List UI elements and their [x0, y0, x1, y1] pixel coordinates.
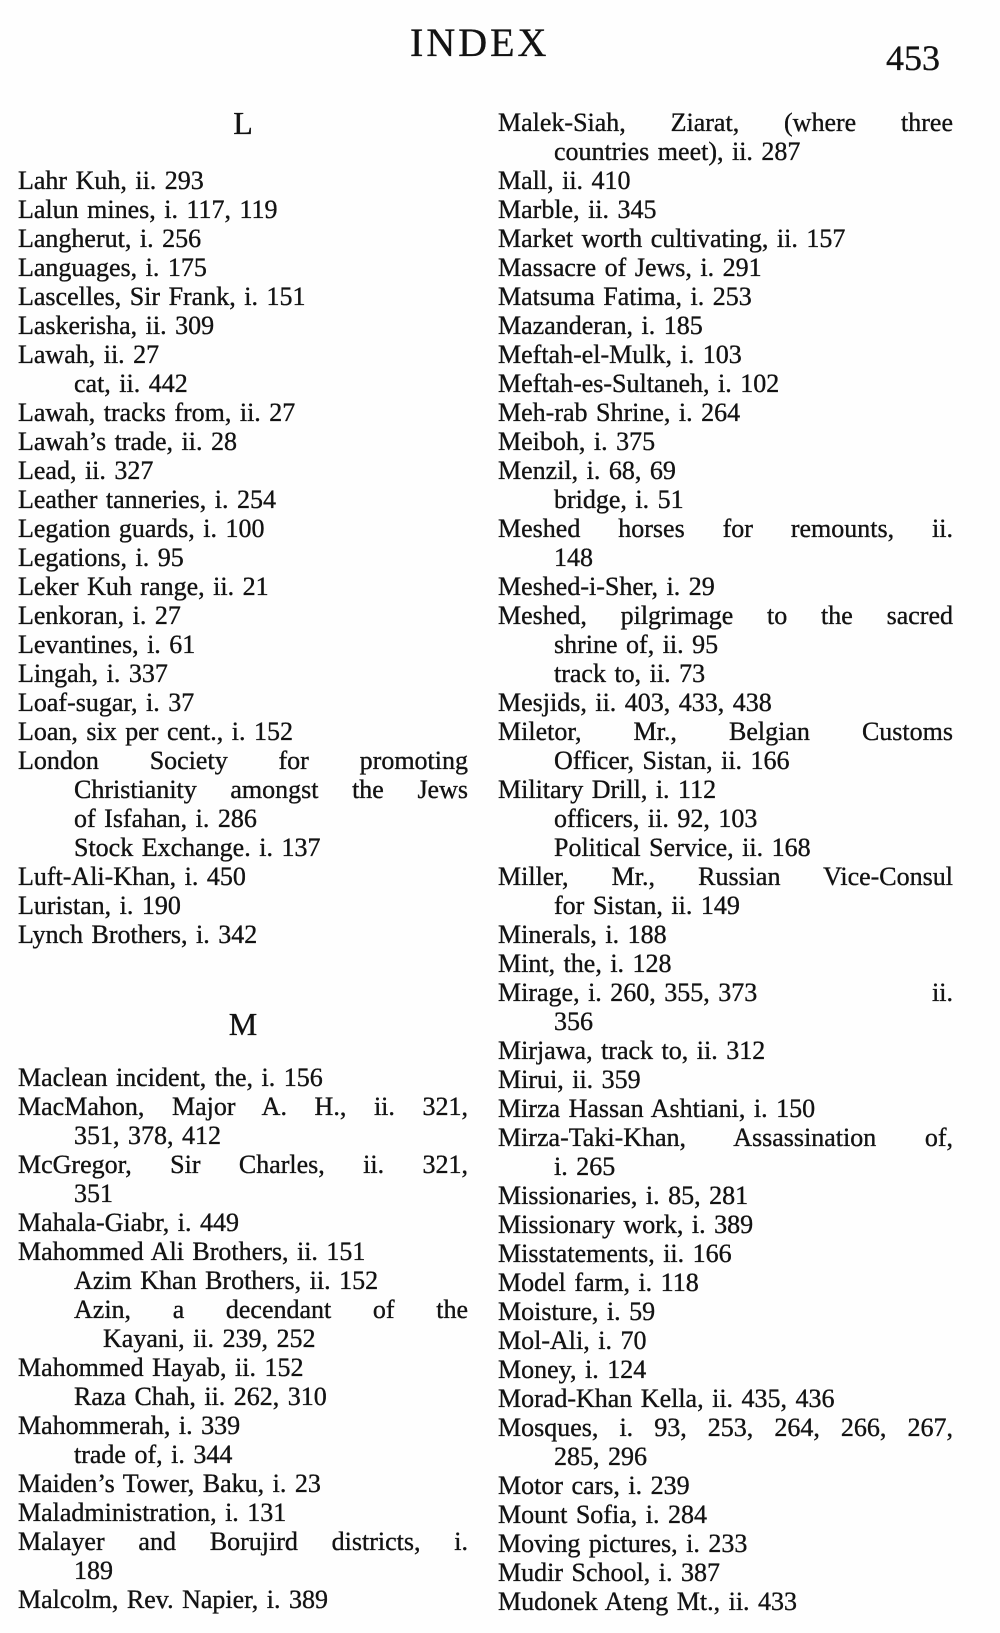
index-entry-line: Mirza-Taki-Khan, Assassination of, — [498, 1123, 953, 1152]
index-entry-line: Leker Kuh range, ii. 21 — [18, 572, 269, 601]
index-entry-line: Motor cars, i. 239 — [498, 1471, 690, 1500]
index-entry-line: bridge, i. 51 — [554, 485, 684, 514]
index-entry-line: Luristan, i. 190 — [18, 891, 181, 920]
index-entry-line: Massacre of Jews, i. 291 — [498, 253, 762, 282]
index-entry-line: Lahr Kuh, ii. 293 — [18, 166, 204, 195]
index-entry-line: Lead, ii. 327 — [18, 456, 154, 485]
index-entry-line: shrine of, ii. 95 — [554, 630, 719, 659]
index-entry-line: London Society for promoting — [18, 746, 468, 775]
index-entry-line: Lascelles, Sir Frank, i. 151 — [18, 282, 306, 311]
index-entry-line: Maclean incident, the, i. 156 — [18, 1063, 323, 1092]
index-entry-line: Mudonek Ateng Mt., ii. 433 — [498, 1587, 798, 1616]
index-entry-line: Mudir School, i. 387 — [498, 1558, 720, 1587]
section-header-m: M — [228, 1006, 258, 1042]
index-entry-line: Loan, six per cent., i. 152 — [18, 717, 293, 746]
page-title: INDEX — [410, 20, 550, 65]
index-entry-line: 351, 378, 412 — [74, 1121, 221, 1150]
index-entry-line: Azin, a decendant of the — [74, 1295, 468, 1324]
index-entry-line: Market worth cultivating, ii. 157 — [498, 224, 846, 253]
index-entry-line: Mount Sofia, i. 284 — [498, 1500, 707, 1529]
index-entry-line: Matsuma Fatima, i. 253 — [498, 282, 752, 311]
index-entry-line: Missionary work, i. 389 — [498, 1210, 754, 1239]
index-entry-line: Miller, Mr., Russian Vice-Consul — [498, 862, 953, 891]
index-entry-line: Meshed-i-Sher, i. 29 — [498, 572, 715, 601]
index-entry-line: Moving pictures, i. 233 — [498, 1529, 748, 1558]
index-entry-line: Mahala-Giabr, i. 449 — [18, 1208, 240, 1237]
index-entry-line: Minerals, i. 188 — [498, 920, 667, 949]
index-entry-line: Mint, the, i. 128 — [498, 949, 672, 978]
index-entry-line: Malek-Siah, Ziarat, (where three — [498, 108, 953, 137]
index-entry-line: track to, ii. 73 — [554, 659, 706, 688]
index-entry-line: Levantines, i. 61 — [18, 630, 196, 659]
page-number: 453 — [886, 38, 940, 78]
index-entry-line: Maiden’s Tower, Baku, i. 23 — [18, 1469, 321, 1498]
index-entry-line: Lingah, i. 337 — [18, 659, 168, 688]
index-entry-line: Mol-Ali, i. 70 — [498, 1326, 647, 1355]
index-entry-line: Stock Exchange. i. 137 — [74, 833, 321, 862]
index-entry-line: Mall, ii. 410 — [498, 166, 631, 195]
index-entry-line: Langherut, i. 256 — [18, 224, 202, 253]
index-entry-line: 356 — [554, 1007, 593, 1036]
index-entry-line: 285, 296 — [554, 1442, 647, 1471]
index-entry-line: Meftah-el-Mulk, i. 103 — [498, 340, 742, 369]
index-entry-line: Laskerisha, ii. 309 — [18, 311, 215, 340]
index-entry-line: Lynch Brothers, i. 342 — [18, 920, 258, 949]
index-entry-line: Lawah, tracks from, ii. 27 — [18, 398, 296, 427]
section-header-l: L — [233, 105, 253, 141]
right-column — [498, 108, 953, 1616]
entry-text: Mirage, i. 260, 355, 373 — [498, 978, 758, 1007]
index-entry-line: Meiboh, i. 375 — [498, 427, 656, 456]
left-column — [18, 0, 468, 1614]
index-entry-line: Misstatements, ii. 166 — [498, 1239, 732, 1268]
index-entry-line: 189 — [74, 1556, 113, 1585]
index-entry-line: trade of, i. 344 — [74, 1440, 233, 1469]
index-entry-line: Mahommerah, i. 339 — [18, 1411, 241, 1440]
index-entry-line: Mirui, ii. 359 — [498, 1065, 641, 1094]
index-entry-line: Lawah, ii. 27 — [18, 340, 160, 369]
index-entry-line: Miletor, Mr., Belgian Customs — [498, 717, 953, 746]
index-entry-line — [498, 978, 953, 1007]
index-entry-line: 148 — [554, 543, 593, 572]
index-entry-line: Kayani, ii. 239, 252 — [103, 1324, 316, 1353]
index-entry-line: Money, i. 124 — [498, 1355, 647, 1384]
index-entry-line: Lawah’s trade, ii. 28 — [18, 427, 237, 456]
index-entry-line: Leather tanneries, i. 254 — [18, 485, 276, 514]
index-entry-line: Malcolm, Rev. Napier, i. 389 — [18, 1585, 328, 1614]
index-entry-line: Military Drill, i. 112 — [498, 775, 717, 804]
index-entry-line: Luft-Ali-Khan, i. 450 — [18, 862, 246, 891]
index-entry-line: officers, ii. 92, 103 — [554, 804, 758, 833]
index-entry-line: Lalun mines, i. 117, 119 — [18, 195, 278, 224]
index-entry-line: countries meet), ii. 287 — [554, 137, 801, 166]
index-entry-line: Legations, i. 95 — [18, 543, 184, 572]
index-entry-line: Marble, ii. 345 — [498, 195, 657, 224]
index-entry-line: of Isfahan, i. 286 — [74, 804, 257, 833]
index-entry-line: Mesjids, ii. 403, 433, 438 — [498, 688, 772, 717]
index-entry-line: Officer, Sistan, ii. 166 — [554, 746, 790, 775]
index-entry-line: Meshed horses for remounts, ii. — [498, 514, 953, 543]
index-entry-line: Maladministration, i. 131 — [18, 1498, 287, 1527]
entry-volume-ref: ii. — [932, 978, 953, 1007]
index-entry-line: Christianity amongst the Jews — [74, 775, 468, 804]
index-entry-line: Mirjawa, track to, ii. 312 — [498, 1036, 766, 1065]
index-entry-line: Legation guards, i. 100 — [18, 514, 265, 543]
index-entry-line: 351 — [74, 1179, 113, 1208]
index-entry-line: MacMahon, Major A. H., ii. 321, — [18, 1092, 468, 1121]
index-entry-line: Meftah-es-Sultaneh, i. 102 — [498, 369, 780, 398]
index-entry-line: Missionaries, i. 85, 281 — [498, 1181, 749, 1210]
index-entry-line: Meshed, pilgrimage to the sacred — [498, 601, 953, 630]
index-entry-line: i. 265 — [554, 1152, 616, 1181]
index-entry-line: cat, ii. 442 — [74, 369, 188, 398]
index-entry-line: Political Service, ii. 168 — [554, 833, 811, 862]
index-entry-line: Model farm, i. 118 — [498, 1268, 699, 1297]
index-entry-line: Mosques, i. 93, 253, 264, 266, 267, — [498, 1413, 953, 1442]
index-entry-line: Mirza Hassan Ashtiani, i. 150 — [498, 1094, 816, 1123]
index-entry-line: Languages, i. 175 — [18, 253, 207, 282]
index-entry-line: Moisture, i. 59 — [498, 1297, 656, 1326]
index-entry-line: Menzil, i. 68, 69 — [498, 456, 676, 485]
index-entry-line: Malayer and Borujird districts, i. — [18, 1527, 468, 1556]
index-entry-line: Mahommed Ali Brothers, ii. 151 — [18, 1237, 366, 1266]
index-entry-line: Mazanderan, i. 185 — [498, 311, 703, 340]
index-entry-line: Mahommed Hayab, ii. 152 — [18, 1353, 304, 1382]
index-entry-line: McGregor, Sir Charles, ii. 321, — [18, 1150, 468, 1179]
index-entry-line: Meh-rab Shrine, i. 264 — [498, 398, 741, 427]
index-entry-line: Lenkoran, i. 27 — [18, 601, 181, 630]
index-entry-line: for Sistan, ii. 149 — [554, 891, 740, 920]
index-entry-line: Loaf-sugar, i. 37 — [18, 688, 195, 717]
index-entry-line: Azim Khan Brothers, ii. 152 — [74, 1266, 379, 1295]
index-entry-line: Raza Chah, ii. 262, 310 — [74, 1382, 327, 1411]
index-entry-line: Morad-Khan Kella, ii. 435, 436 — [498, 1384, 835, 1413]
